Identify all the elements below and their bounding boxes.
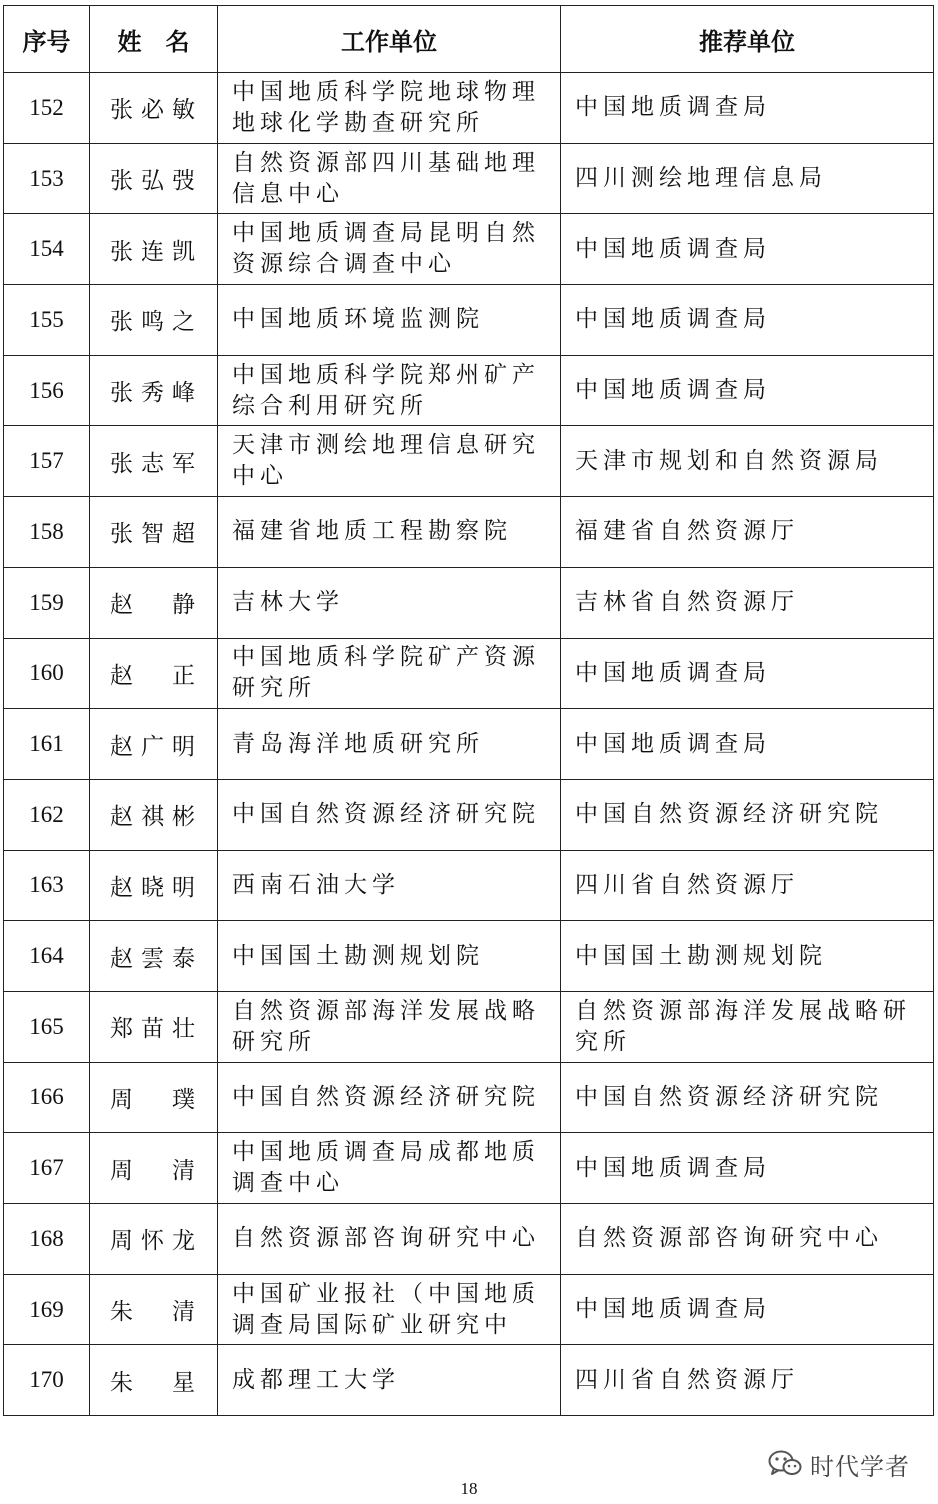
- row-no: 159: [4, 567, 90, 638]
- row-unit-text: 福建省地质工程勘察院: [232, 518, 512, 545]
- row-name: [90, 497, 218, 568]
- row-no: 160: [4, 638, 90, 709]
- table-row: [4, 779, 934, 850]
- row-name: [90, 567, 218, 638]
- table-row: [4, 497, 934, 568]
- row-recommender: [561, 497, 934, 568]
- row-name-text: 张秀峰: [110, 380, 196, 407]
- row-recommender: [561, 1204, 934, 1275]
- row-recommender-text: 中国地质调查局: [575, 730, 771, 757]
- page-number: 18: [460, 1479, 478, 1498]
- row-recommender-text: 中国地质调查局: [575, 1154, 771, 1181]
- wechat-icon: [768, 1449, 802, 1479]
- row-recommender: [561, 779, 934, 850]
- row-unit: [218, 426, 561, 497]
- row-recommender: [561, 850, 934, 921]
- table-row: [4, 426, 934, 497]
- row-recommender: [561, 991, 934, 1062]
- table-row: [4, 638, 934, 709]
- row-unit-text: 自然资源部四川基础地理信息中心: [232, 149, 540, 207]
- header-no: 序号: [4, 6, 90, 73]
- row-recommender: [561, 285, 934, 356]
- row-name: [90, 426, 218, 497]
- watermark-text: 时代学者: [810, 1452, 910, 1481]
- row-recommender: [561, 1133, 934, 1204]
- row-unit: [218, 1133, 561, 1204]
- row-recommender: [561, 73, 934, 144]
- row-no: 166: [4, 1062, 90, 1133]
- row-recommender: [561, 426, 934, 497]
- row-name-text: 张必敏: [110, 97, 196, 124]
- row-recommender: [561, 1062, 934, 1133]
- row-name: [90, 1204, 218, 1275]
- table-row: [4, 709, 934, 780]
- row-recommender-text: 自然资源部咨询研究中心: [575, 1225, 883, 1252]
- row-unit: [218, 638, 561, 709]
- row-name-text: 朱 星: [110, 1369, 196, 1396]
- row-name: [90, 1133, 218, 1204]
- row-unit: [218, 73, 561, 144]
- row-unit: [218, 214, 561, 285]
- row-unit-text: 中国地质科学院地球物理地球化学勘查研究所: [232, 78, 540, 136]
- row-unit-text: 中国国土勘测规划院: [232, 942, 484, 969]
- table-row: [4, 1345, 934, 1416]
- row-unit: [218, 850, 561, 921]
- row-unit-text: 成都理工大学: [232, 1366, 400, 1393]
- row-recommender: [561, 1274, 934, 1345]
- row-name-text: 赵祺彬: [110, 804, 196, 831]
- row-no: 169: [4, 1274, 90, 1345]
- table-row: [4, 214, 934, 285]
- row-unit: [218, 921, 561, 992]
- row-name-text: 赵雲泰: [110, 945, 196, 972]
- row-name-text: 赵晓明: [110, 874, 196, 901]
- row-unit: [218, 1204, 561, 1275]
- row-recommender-text: 四川省自然资源厅: [575, 871, 799, 898]
- row-no: 157: [4, 426, 90, 497]
- row-recommender-text: 中国地质调查局: [575, 659, 771, 686]
- row-name-text: 张连凯: [110, 238, 196, 265]
- row-name-text: 张智超: [110, 521, 196, 548]
- table-row: [4, 1062, 934, 1133]
- row-unit-text: 中国自然资源经济研究院: [232, 1083, 540, 1110]
- row-name: [90, 1345, 218, 1416]
- row-name: [90, 143, 218, 214]
- row-unit-text: 自然资源部海洋发展战略研究所: [232, 997, 540, 1055]
- row-no: 167: [4, 1133, 90, 1204]
- row-recommender: [561, 921, 934, 992]
- row-no: 168: [4, 1204, 90, 1275]
- table-row: [4, 567, 934, 638]
- row-unit: [218, 1345, 561, 1416]
- row-no: 158: [4, 497, 90, 568]
- row-name-text: 张鸣之: [110, 309, 196, 336]
- row-unit: [218, 143, 561, 214]
- row-no: 154: [4, 214, 90, 285]
- table-row: [4, 1274, 934, 1345]
- row-recommender-text: 中国自然资源经济研究院: [575, 801, 883, 828]
- row-recommender-text: 吉林省自然资源厅: [575, 589, 799, 616]
- row-unit: [218, 567, 561, 638]
- row-name: [90, 638, 218, 709]
- row-no: 155: [4, 285, 90, 356]
- row-unit: [218, 285, 561, 356]
- row-unit-text: 中国地质调查局昆明自然资源综合调查中心: [232, 220, 540, 278]
- table-header-row: [4, 6, 934, 73]
- row-recommender-text: 四川省自然资源厅: [575, 1366, 799, 1393]
- row-recommender: [561, 214, 934, 285]
- row-no: 162: [4, 779, 90, 850]
- row-name-text: 周怀龙: [110, 1228, 196, 1255]
- watermark: [768, 1444, 910, 1484]
- row-name-text: 张志军: [110, 450, 196, 477]
- row-recommender-text: 中国地质调查局: [575, 94, 771, 121]
- row-recommender: [561, 1345, 934, 1416]
- row-no: 153: [4, 143, 90, 214]
- table-row: [4, 850, 934, 921]
- row-name: [90, 73, 218, 144]
- row-recommender-text: 中国地质调查局: [575, 235, 771, 262]
- row-recommender: [561, 567, 934, 638]
- row-unit-text: 中国矿业报社（中国地质调查局国际矿业研究中: [232, 1280, 540, 1338]
- row-name-text: 赵 正: [110, 662, 196, 689]
- row-no: 170: [4, 1345, 90, 1416]
- row-unit: [218, 779, 561, 850]
- row-unit: [218, 709, 561, 780]
- row-recommender-text: 中国地质调查局: [575, 1296, 771, 1323]
- row-name-text: 赵广明: [110, 733, 196, 760]
- header-unit: 工作单位: [218, 6, 561, 73]
- row-recommender: [561, 709, 934, 780]
- row-name: [90, 355, 218, 426]
- row-name: [90, 921, 218, 992]
- row-unit-text: 青岛海洋地质研究所: [232, 730, 484, 757]
- row-unit-text: 吉林大学: [232, 589, 344, 616]
- row-unit-text: 中国地质科学院矿产资源研究所: [232, 644, 540, 702]
- header-name: 姓 名: [90, 6, 218, 73]
- row-no: 161: [4, 709, 90, 780]
- row-no: 156: [4, 355, 90, 426]
- row-recommender-text: 四川测绘地理信息局: [575, 165, 827, 192]
- row-recommender-text: 自然资源部海洋发展战略研究所: [575, 997, 911, 1055]
- row-unit: [218, 1274, 561, 1345]
- table-row: [4, 355, 934, 426]
- row-no: 152: [4, 73, 90, 144]
- row-name: [90, 850, 218, 921]
- row-recommender: [561, 355, 934, 426]
- row-no: 164: [4, 921, 90, 992]
- table-row: [4, 1133, 934, 1204]
- row-name: [90, 991, 218, 1062]
- table-row: [4, 921, 934, 992]
- row-unit-text: 中国地质科学院郑州矿产综合利用研究所: [232, 361, 540, 419]
- table-row: [4, 285, 934, 356]
- row-unit-text: 中国地质环境监测院: [232, 306, 484, 333]
- row-name: [90, 709, 218, 780]
- row-recommender-text: 中国地质调查局: [575, 306, 771, 333]
- row-recommender-text: 天津市规划和自然资源局: [575, 447, 883, 474]
- row-name-text: 朱 清: [110, 1299, 196, 1326]
- row-unit-text: 天津市测绘地理信息研究中心: [232, 432, 540, 490]
- row-recommender-text: 中国地质调查局: [575, 377, 771, 404]
- table-row: [4, 991, 934, 1062]
- table-row: [4, 73, 934, 144]
- row-unit: [218, 497, 561, 568]
- nominee-table: [3, 5, 934, 1416]
- row-name: [90, 1274, 218, 1345]
- row-recommender-text: 福建省自然资源厅: [575, 518, 799, 545]
- row-no: 163: [4, 850, 90, 921]
- row-unit: [218, 355, 561, 426]
- row-unit: [218, 1062, 561, 1133]
- row-unit-text: 中国自然资源经济研究院: [232, 801, 540, 828]
- row-name-text: 周 璞: [110, 1086, 196, 1113]
- row-recommender-text: 中国自然资源经济研究院: [575, 1083, 883, 1110]
- row-unit-text: 西南石油大学: [232, 871, 400, 898]
- row-unit-text: 自然资源部咨询研究中心: [232, 1225, 540, 1252]
- row-name-text: 赵 静: [110, 592, 196, 619]
- row-name-text: 周 清: [110, 1157, 196, 1184]
- row-recommender: [561, 143, 934, 214]
- row-no: 165: [4, 991, 90, 1062]
- row-name: [90, 779, 218, 850]
- row-unit-text: 中国地质调查局成都地质调查中心: [232, 1139, 540, 1197]
- table-body: [4, 73, 934, 1416]
- row-name: [90, 214, 218, 285]
- table-row: [4, 143, 934, 214]
- row-recommender-text: 中国国土勘测规划院: [575, 942, 827, 969]
- row-name: [90, 1062, 218, 1133]
- row-name-text: 张弘弢: [110, 168, 196, 195]
- row-unit: [218, 991, 561, 1062]
- row-name-text: 郑苗壮: [110, 1016, 196, 1043]
- row-recommender: [561, 638, 934, 709]
- table-row: [4, 1204, 934, 1275]
- header-recommender: 推荐单位: [561, 6, 934, 73]
- row-name: [90, 285, 218, 356]
